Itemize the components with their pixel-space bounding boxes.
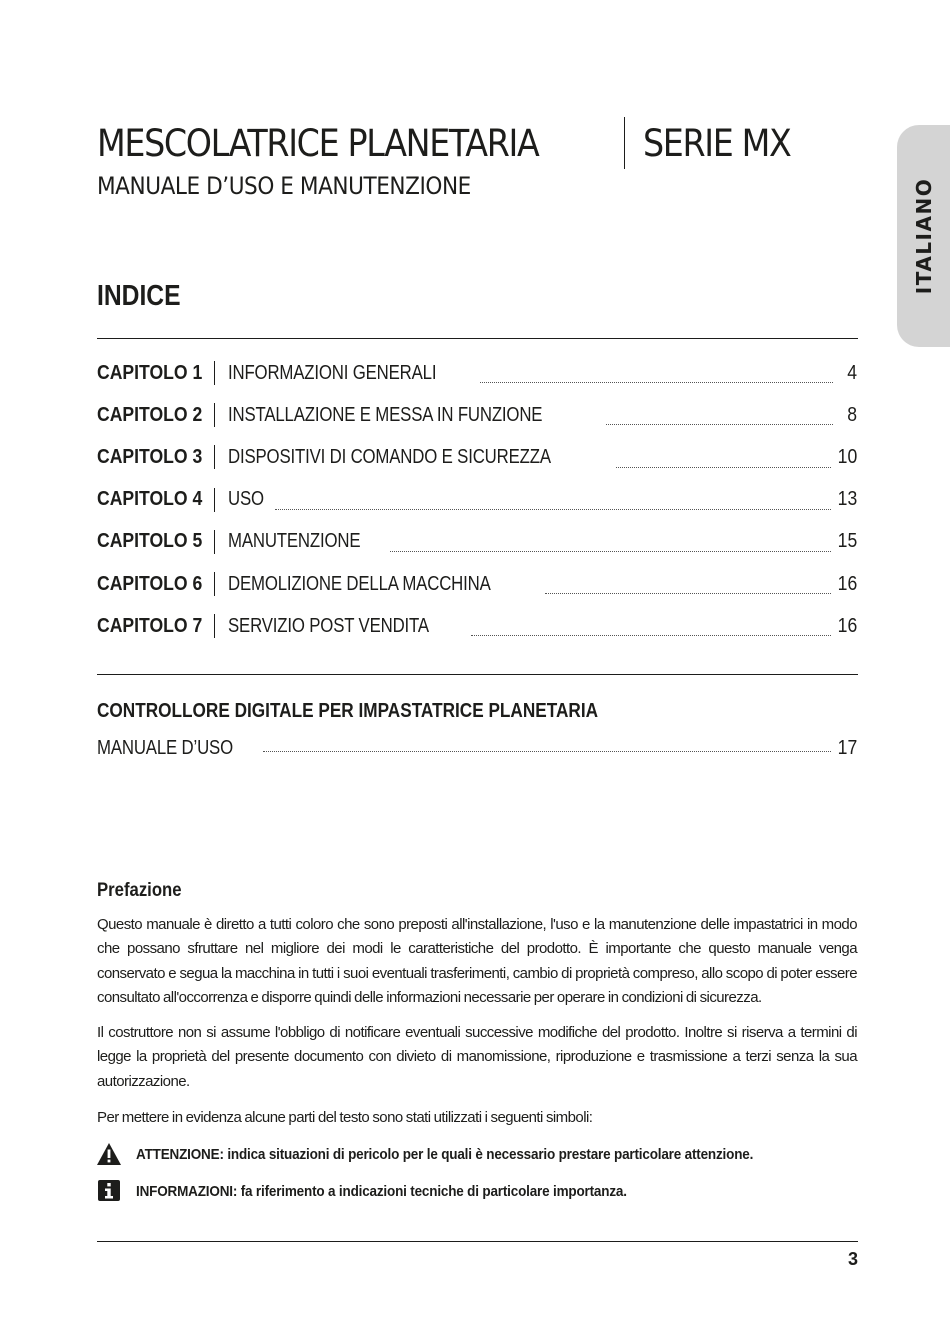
toc-title: DEMOLIZIONE DELLA MACCHINA: [228, 572, 491, 595]
toc-entry-3[interactable]: [97, 436, 857, 478]
toc-chapter: CAPITOLO 1: [97, 361, 203, 384]
warning-notice: [97, 1141, 857, 1167]
toc-chapter: CAPITOLO 5: [97, 530, 203, 553]
toc-title: INSTALLAZIONE E MESSA IN FUNZIONE: [228, 403, 543, 426]
toc-entry-4[interactable]: [97, 479, 857, 521]
controller-heading: CONTROLLORE DIGITALE PER IMPASTATRICE PLANETARIA: [97, 700, 599, 722]
toc-divider: [214, 614, 215, 638]
toc-page-number: 4: [847, 361, 857, 384]
info-notice: [97, 1178, 857, 1204]
toc-entry-2[interactable]: [97, 394, 857, 436]
toc-divider: [214, 530, 215, 554]
toc-chapter: CAPITOLO 7: [97, 614, 203, 637]
warning-text: ATTENZIONE: indica situazioni di pericolo per le quali è necessario prestare particolare attenzione.: [136, 1145, 754, 1163]
toc-chapter: CAPITOLO 6: [97, 572, 203, 595]
document-title: [97, 118, 807, 168]
toc-leader-dots: [390, 551, 831, 552]
toc-chapter: CAPITOLO 3: [97, 445, 203, 468]
toc-title: INFORMAZIONI GENERALI: [228, 361, 437, 384]
toc-page-number: 15: [837, 530, 857, 553]
preface-paragraph-1: Questo manuale è diretto a tutti coloro che sono preposti all'installazione, l'uso e la manutenzione delle impastatrici in modo che possano sfruttare nel migliore dei modi le caratteristiche del prodotto. È importante che questo manuale venga conservato e segua la macchina in tutti i suoi eventuali trasferimenti, cambio di proprietà compreso, allo scopo di poter essere consultato all'occorrenza e disporre quindi delle informazioni necessarie per operare in condizioni di sicurezza.: [97, 916, 857, 1006]
toc-title: MANUTENZIONE: [228, 530, 361, 553]
index-heading: INDICE: [97, 280, 181, 312]
toc-divider: [214, 488, 215, 512]
toc-page-number: 10: [837, 445, 857, 468]
toc-entry-6[interactable]: [97, 563, 857, 605]
table-of-contents: [97, 352, 857, 647]
toc-title: SERVIZIO POST VENDITA: [228, 614, 429, 637]
toc-divider: [214, 361, 215, 385]
toc-leader-dots: [480, 382, 833, 383]
info-icon: [97, 1180, 121, 1202]
controller-manual-entry[interactable]: [97, 733, 857, 763]
series-title: SERIE MX: [643, 121, 791, 165]
toc-page-number: 17: [837, 736, 857, 759]
preface-heading: Prefazione: [97, 880, 182, 901]
toc-leader-dots: [263, 751, 831, 752]
warning-triangle-icon: [97, 1143, 121, 1165]
document-subtitle: MANUALE D’USO E MANUTENZIONE: [97, 172, 471, 200]
toc-entry-7[interactable]: [97, 605, 857, 647]
toc-divider: [214, 403, 215, 427]
toc-entry-5[interactable]: [97, 521, 857, 563]
toc-leader-dots: [616, 467, 830, 468]
toc-page-number: 8: [847, 403, 857, 426]
footer-rule: [97, 1241, 858, 1242]
toc-leader-dots: [545, 593, 831, 594]
toc-leader-dots: [275, 509, 831, 510]
toc-chapter: CAPITOLO 4: [97, 488, 203, 511]
toc-page-number: 16: [837, 572, 857, 595]
preface-paragraph-3: Per mettere in evidenza alcune parti del testo sono stati utilizzati i seguenti simboli:: [97, 1109, 593, 1126]
info-text: INFORMAZIONI: fa riferimento a indicazioni tecniche di particolare importanza.: [136, 1182, 627, 1200]
title-divider: [624, 117, 625, 169]
toc-page-number: 13: [837, 488, 857, 511]
toc-leader-dots: [606, 424, 833, 425]
toc-title: DISPOSITIVI DI COMANDO E SICUREZZA: [228, 445, 551, 468]
toc-title: MANUALE D’USO: [97, 736, 233, 759]
index-top-rule: [97, 338, 858, 339]
product-title: MESCOLATRICE PLANETARIA: [97, 121, 539, 165]
toc-chapter: CAPITOLO 2: [97, 403, 203, 426]
toc-page-number: 16: [837, 614, 857, 637]
language-tab-label: ITALIANO: [911, 177, 936, 295]
toc-divider: [214, 445, 215, 469]
language-tab: [897, 125, 950, 347]
page-number: 3: [847, 1249, 858, 1269]
toc-leader-dots: [471, 635, 831, 636]
index-bottom-rule: [97, 674, 858, 675]
toc-title: USO: [228, 488, 264, 511]
toc-entry-1[interactable]: [97, 352, 857, 394]
preface-paragraph-2: Il costruttore non si assume l'obbligo di notificare eventuali successive modifiche del prodotto. Inoltre si riserva a termini di legge la proprietà del presente documento con divieto di manomissione, riproduzione e trasmissione a terzi senza la sua autorizzazione.: [97, 1024, 857, 1090]
toc-divider: [214, 572, 215, 596]
